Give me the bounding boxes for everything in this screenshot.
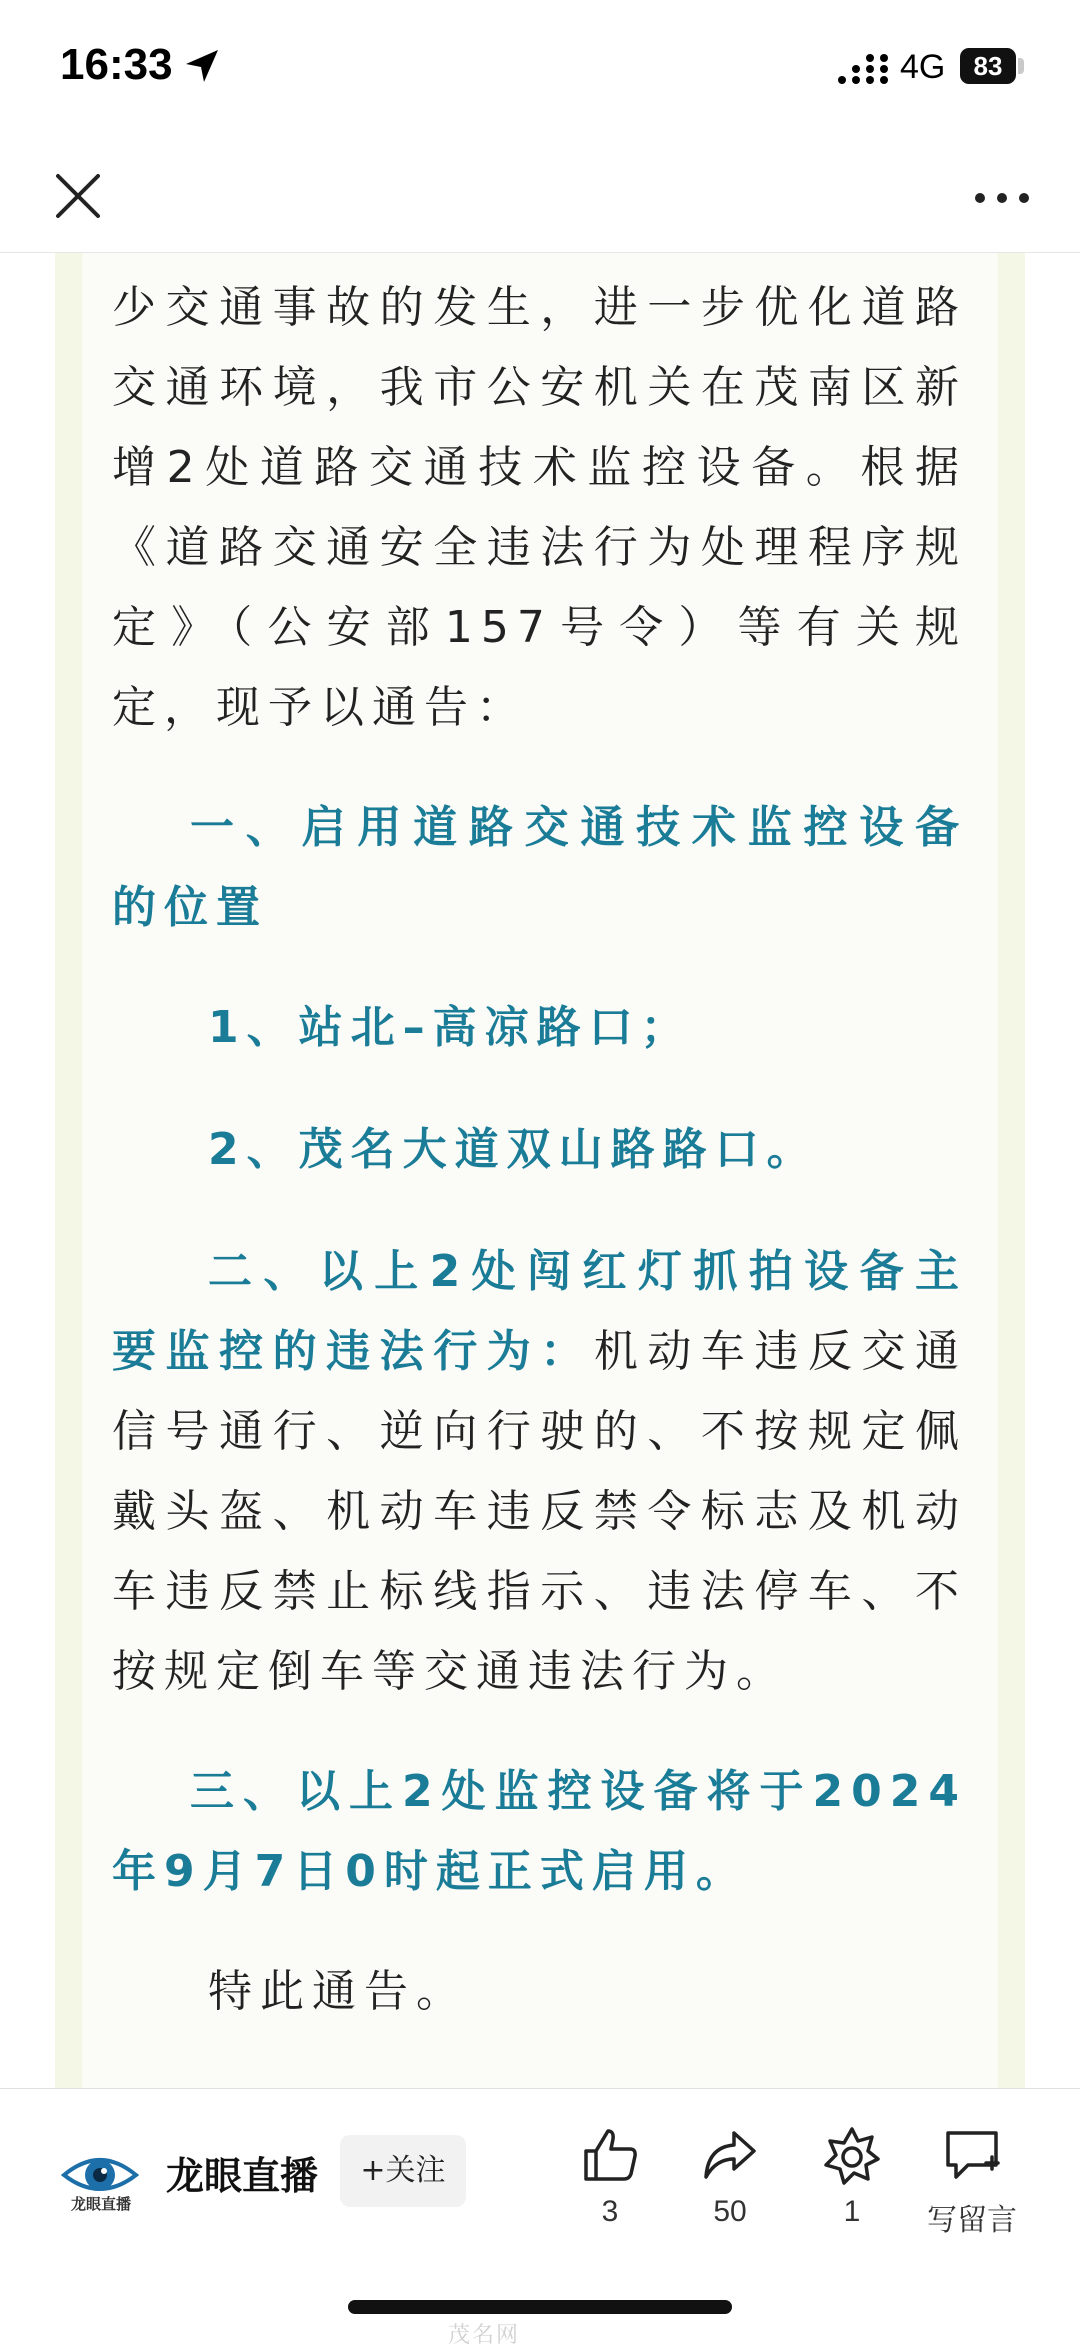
like-button[interactable] <box>550 2125 670 2245</box>
star-icon <box>822 2125 882 2185</box>
close-icon[interactable] <box>50 168 106 224</box>
nav-bar <box>0 140 1080 253</box>
network-type: 4G <box>900 48 946 86</box>
watermark-text: 茂名网 <box>448 2323 521 2348</box>
star-count: 1 <box>843 2195 861 2228</box>
comment-plus-icon <box>942 2125 1002 2185</box>
avatar-label: 龙眼直播 <box>70 2195 131 2213</box>
signal-dots-icon <box>836 54 892 86</box>
section-2 <box>112 1232 967 1712</box>
location-item-1: 1、站北–高凉路口； <box>208 1002 693 1053</box>
location-item-2: 2、茂名大道双山路路口。 <box>208 1124 819 1175</box>
closing-text: 特此通告。 <box>208 1966 468 2017</box>
like-count: 3 <box>601 2195 619 2228</box>
thumbs-up-icon <box>580 2125 640 2185</box>
section-heading-2: 二、以上2处闯红灯抓拍设备主要监控的违法行为： <box>112 1246 967 1377</box>
section-2-text: 机动车违反交通信号通行、逆向行驶的、不按规定佩戴头盔、机动车违反禁令标志及机动车违反禁止标线指示、违法停车、不按规定倒车等交通违法行为。 <box>112 1326 968 1697</box>
article-body <box>112 268 967 2032</box>
battery-tip <box>1018 58 1024 74</box>
status-time: 16:33 <box>60 40 173 89</box>
star-button[interactable] <box>792 2125 912 2245</box>
section-heading-1: 一、启用道路交通技术监控设备的位置 <box>112 802 967 933</box>
more-dots-icon[interactable] <box>970 168 1034 224</box>
status-bar <box>0 0 1080 140</box>
home-indicator[interactable] <box>348 2300 732 2314</box>
share-count: 50 <box>713 2195 747 2228</box>
account-name[interactable]: 龙眼直播 <box>166 2154 319 2198</box>
follow-button[interactable]: +关注 <box>340 2135 466 2207</box>
section-heading-3: 三、以上2处监控设备将于2024年9月7日0时起正式启用。 <box>112 1766 967 1897</box>
battery-indicator: 83 <box>960 48 1016 84</box>
location-arrow-icon <box>182 46 222 86</box>
share-arrow-icon <box>700 2125 760 2185</box>
comment-button[interactable] <box>912 2125 1032 2245</box>
article-intro: 少交通事故的发生，进一步优化道路交通环境，我市公安机关在茂南区新增2处道路交通技术监控设备。根据《道路交通安全违法行为处理程序规定》（公安部157号令）等有关规定，现予以通告： <box>112 282 967 733</box>
comment-label: 写留言 <box>927 2204 1017 2237</box>
share-button[interactable] <box>670 2125 790 2245</box>
